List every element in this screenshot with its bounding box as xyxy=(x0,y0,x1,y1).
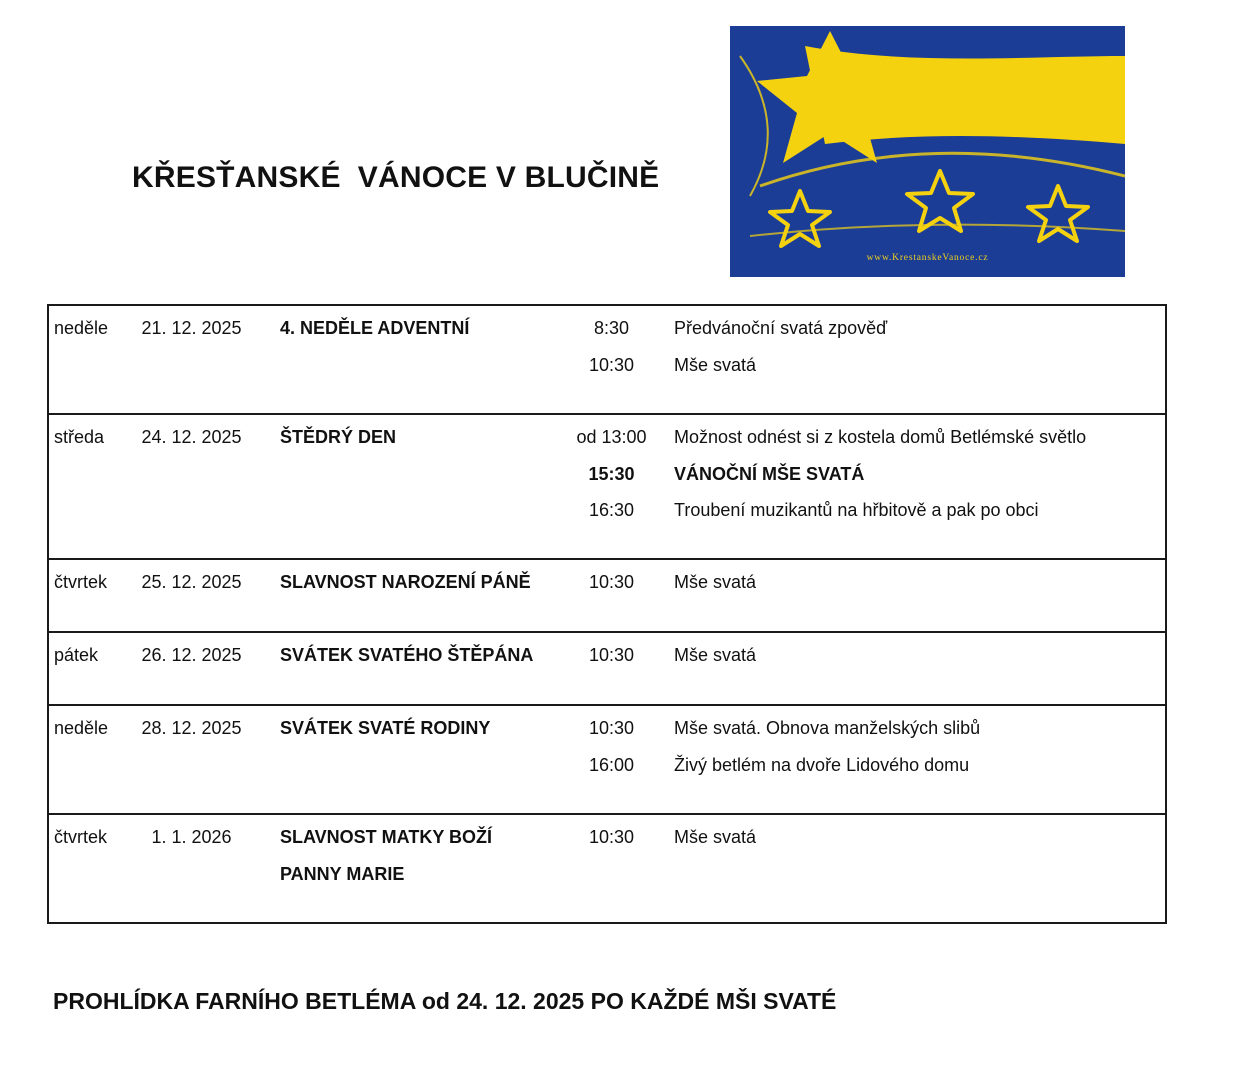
description: Mše svatá xyxy=(674,645,757,665)
description: Mše svatá xyxy=(674,572,757,592)
event-title: SLAVNOST MATKY BOŽÍ xyxy=(280,827,493,847)
date: 1. 1. 2026 xyxy=(151,827,232,847)
description: Živý betlém na dvoře Lidového domu xyxy=(674,754,970,775)
day-name: čtvrtek xyxy=(54,572,108,592)
event-title-continued: PANNY MARIE xyxy=(280,863,405,884)
time: 10:30 xyxy=(588,572,635,592)
page-title: KŘESŤANSKÉ VÁNOCE V BLUČINĚ xyxy=(132,161,660,194)
event-title: ŠTĚDRÝ DEN xyxy=(280,427,397,447)
time: 8:30 xyxy=(593,318,630,338)
event-title: SVÁTEK SVATÉHO ŠTĚPÁNA xyxy=(280,645,534,665)
description: Možnost odnést si z kostela domů Betlémské světlo xyxy=(674,427,1087,447)
description: Mše svatá xyxy=(674,354,757,375)
schedule-row xyxy=(49,560,1165,633)
date: 24. 12. 2025 xyxy=(141,427,242,447)
date: 26. 12. 2025 xyxy=(141,645,242,665)
day-name: pátek xyxy=(54,645,99,665)
banner-url-text: www.KrestanskeVanoce.cz xyxy=(866,253,989,263)
time: 10:30 xyxy=(588,827,635,847)
time: 16:00 xyxy=(588,754,635,775)
description: Předvánoční svatá zpověď xyxy=(674,318,888,338)
event-title: SVÁTEK SVATÉ RODINY xyxy=(280,718,491,738)
time: od 13:00 xyxy=(576,427,647,447)
time: 16:30 xyxy=(588,500,635,520)
day-name: neděle xyxy=(54,718,109,738)
description: Mše svatá xyxy=(674,827,757,847)
christmas-star-banner xyxy=(730,26,1125,277)
date: 21. 12. 2025 xyxy=(141,318,242,338)
description: VÁNOČNÍ MŠE SVATÁ xyxy=(674,463,865,484)
time: 10:30 xyxy=(588,718,635,738)
schedule-row xyxy=(49,815,1165,924)
day-name: čtvrtek xyxy=(54,827,108,847)
nativity-scene-notice: PROHLÍDKA FARNÍHO BETLÉMA od 24. 12. 2025 PO KAŽDÉ MŠI SVATÉ xyxy=(53,988,837,1014)
description: Troubení muzikantů na hřbitově a pak po obci xyxy=(674,500,1039,520)
day-name: středa xyxy=(54,427,105,447)
event-title: SLAVNOST NAROZENÍ PÁNĚ xyxy=(280,572,531,592)
schedule-table xyxy=(47,304,1167,924)
date: 28. 12. 2025 xyxy=(141,718,242,738)
time: 10:30 xyxy=(588,645,635,665)
schedule-row xyxy=(49,415,1165,560)
schedule-row xyxy=(49,306,1165,415)
time: 15:30 xyxy=(588,463,635,484)
time: 10:30 xyxy=(588,354,635,375)
schedule-row xyxy=(49,706,1165,815)
day-name: neděle xyxy=(54,318,109,338)
schedule-row xyxy=(49,633,1165,706)
shooting-star-icon xyxy=(730,26,1125,277)
description: Mše svatá. Obnova manželských slibů xyxy=(674,718,981,738)
date: 25. 12. 2025 xyxy=(141,572,242,592)
event-title: 4. NEDĚLE ADVENTNÍ xyxy=(280,318,470,338)
